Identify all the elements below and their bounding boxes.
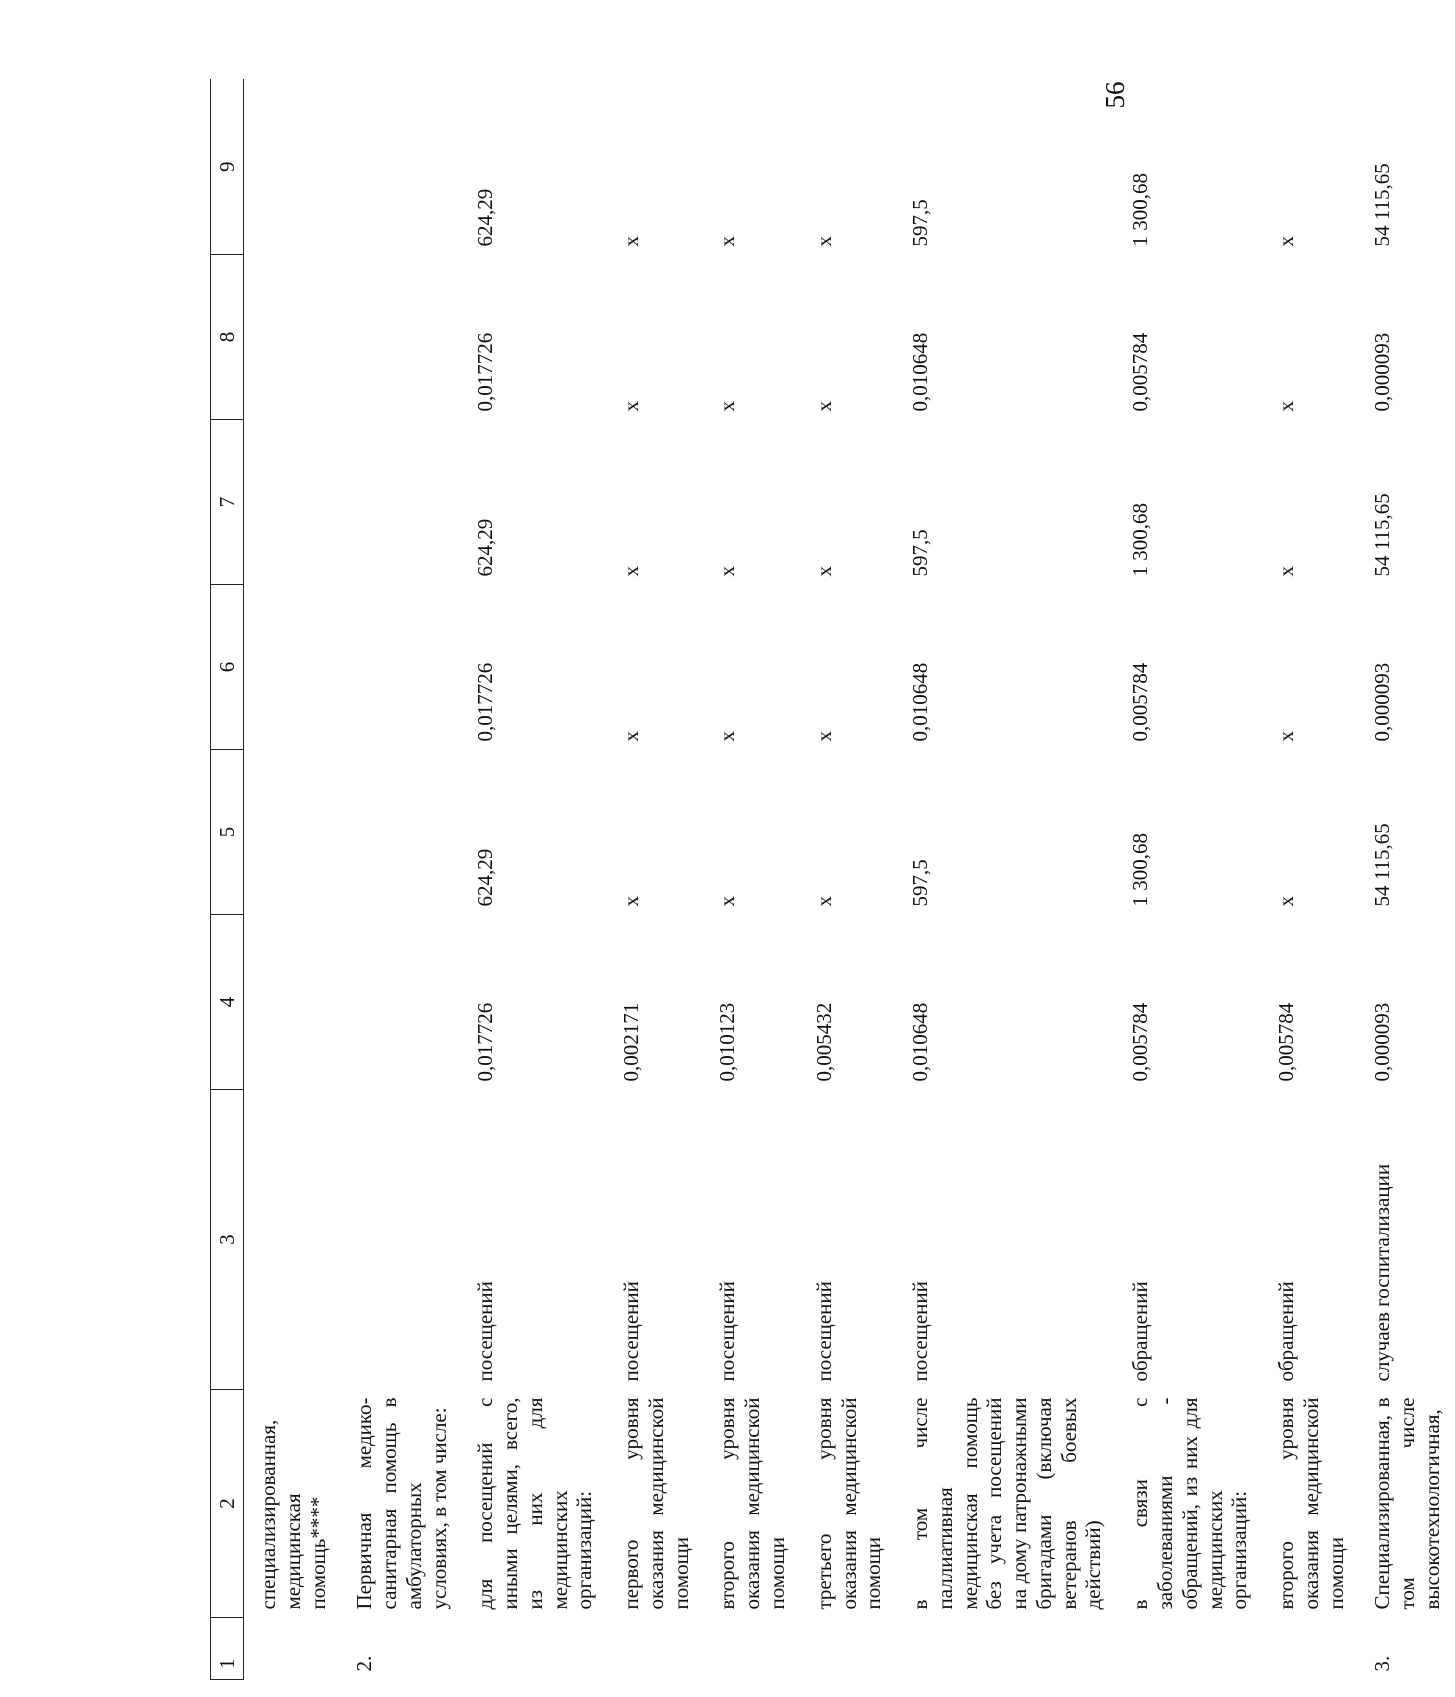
header-col-9: 9 (211, 80, 244, 255)
cell-col-7: х (619, 566, 644, 577)
cell-col-9: х (715, 236, 740, 247)
row-name: первого уровня оказания медицинской помощи (619, 1397, 693, 1610)
cell-col-4: 0,002171 (619, 1002, 644, 1082)
cell-col-5: 54 115,65 (1370, 823, 1395, 907)
row-name: в том числе паллиативная медицинская помощь без учета посещений на дому патронажными бригадами (включая ветеранов боевых действий) (908, 1397, 1106, 1610)
cell-col-9: 624,29 (473, 188, 498, 247)
table-row (1358, 80, 1454, 1680)
cell-col-7: 597,5 (908, 529, 933, 577)
table-row (1116, 80, 1262, 1680)
cell-col-5: х (715, 896, 740, 907)
row-number (1116, 1618, 1262, 1680)
cell-col-6 (244, 585, 341, 750)
cell-col-4: 0,010648 (908, 1002, 933, 1082)
cell-col-9 (244, 80, 341, 255)
cell-col-8: х (619, 401, 644, 412)
cell-col-7: 624,29 (473, 518, 498, 577)
row-name: второго уровня оказания медицинской помощи (1274, 1397, 1348, 1610)
cell-col-8 (340, 255, 461, 420)
cell-col-9: 54 115,65 (1370, 163, 1395, 247)
row-unit (340, 1090, 461, 1390)
row-name: второго уровня оказания медицинской помощи (715, 1397, 790, 1610)
row-number (1262, 1618, 1358, 1680)
cell-col-6: х (619, 731, 644, 742)
cell-col-4: 0,005432 (811, 1002, 836, 1082)
row-unit: обращений (1274, 1281, 1299, 1382)
cell-col-7: х (811, 566, 836, 577)
header-col-4: 4 (211, 915, 244, 1090)
cell-col-7: 54 115,65 (1370, 493, 1395, 577)
row-unit: посещений (619, 1281, 644, 1382)
cell-col-9: 1 300,68 (1128, 173, 1153, 247)
cell-col-7: 1 300,68 (1128, 503, 1153, 577)
row-name: Первичная медико-санитарная помощь в амбулаторных условиях, в том числе: (352, 1397, 451, 1610)
cell-col-4: 0,000093 (1370, 1002, 1395, 1082)
cell-col-5 (340, 750, 461, 915)
row-number: 2. (352, 1655, 377, 1672)
header-col-3: 3 (211, 1090, 244, 1390)
row-number (461, 1618, 607, 1680)
cell-col-5: х (811, 896, 836, 907)
header-col-1: 1 (211, 1618, 244, 1680)
header-col-5: 5 (211, 750, 244, 915)
table-row (244, 80, 341, 1680)
cell-col-8: х (1274, 401, 1299, 412)
cell-col-9: 597,5 (908, 199, 933, 247)
row-unit: посещений (473, 1281, 498, 1382)
cell-col-7 (244, 420, 341, 585)
cell-col-4: 0,010123 (715, 1002, 740, 1082)
row-unit: посещений (715, 1281, 740, 1382)
header-col-8: 8 (211, 255, 244, 420)
cell-col-9: х (619, 236, 644, 247)
cell-col-6: 0,005784 (1128, 662, 1153, 742)
cell-col-6 (340, 585, 461, 750)
header-col-6: 6 (211, 585, 244, 750)
table-row (340, 80, 461, 1680)
cell-col-5: х (1274, 896, 1299, 907)
cell-col-4 (340, 915, 461, 1090)
cell-col-8: 0,005784 (1128, 332, 1153, 412)
cell-col-8: 0,017726 (473, 332, 498, 412)
row-number (800, 1618, 896, 1680)
cell-col-6: х (715, 731, 740, 742)
table-row (800, 80, 896, 1680)
cell-col-7: х (1274, 566, 1299, 577)
cell-col-6: 0,000093 (1370, 662, 1395, 742)
cell-col-9: х (1274, 236, 1299, 247)
cell-col-5: 1 300,68 (1128, 833, 1153, 907)
cell-col-9: х (811, 236, 836, 247)
table-row (896, 80, 1116, 1680)
table-row (461, 80, 607, 1680)
row-number (244, 1618, 341, 1680)
cell-col-5: 597,5 (908, 859, 933, 907)
row-number (896, 1618, 1116, 1680)
table-row (1262, 80, 1358, 1680)
header-col-7: 7 (211, 420, 244, 585)
cell-col-8: х (715, 401, 740, 412)
financing-table (210, 80, 1455, 1681)
row-name: для посещений с иными целями, всего, из них для медицинских организаций: (473, 1397, 597, 1610)
cell-col-5 (244, 750, 341, 915)
cell-col-8: 0,000093 (1370, 332, 1395, 412)
row-name: Специализированная, в том числе высокотехнологичная, (1370, 1397, 1444, 1610)
page-number-text: 56 (1099, 81, 1130, 109)
cell-col-6: х (811, 731, 836, 742)
row-unit: случаев госпитализации (1370, 1163, 1395, 1382)
row-number (703, 1618, 799, 1680)
row-unit: обращений (1128, 1281, 1153, 1382)
row-number: 3. (1370, 1655, 1395, 1672)
cell-col-7: х (715, 566, 740, 577)
cell-col-8: х (811, 401, 836, 412)
row-name: третьего уровня оказания медицинской помощи (811, 1397, 886, 1610)
cell-col-4: 0,005784 (1274, 1002, 1299, 1082)
cell-col-5: х (619, 896, 644, 907)
rotated-table-container (210, 80, 1444, 1680)
cell-col-6: 0,017726 (473, 662, 498, 742)
row-name: в связи с заболеваниями - обращений, из них для медицинских организаций: (1128, 1397, 1252, 1610)
cell-col-7 (340, 420, 461, 585)
cell-col-4: 0,017726 (473, 1002, 498, 1082)
cell-col-4: 0,005784 (1128, 1002, 1153, 1082)
cell-col-6: 0,010648 (908, 662, 933, 742)
row-unit: посещений (811, 1281, 836, 1382)
cell-col-6: х (1274, 731, 1299, 742)
cell-col-5: 624,29 (473, 848, 498, 907)
row-unit: посещений (908, 1281, 933, 1382)
table-row (703, 80, 799, 1680)
cell-col-9 (340, 80, 461, 255)
row-number (607, 1618, 703, 1680)
cell-col-4 (244, 915, 341, 1090)
row-unit (244, 1090, 341, 1390)
row-name: специализированная, медицинская помощь**** (256, 1419, 330, 1610)
cell-col-8: 0,010648 (908, 332, 933, 412)
cell-col-8 (244, 255, 341, 420)
header-col-2: 2 (211, 1390, 244, 1618)
header-row (211, 80, 244, 1680)
table-row (607, 80, 703, 1680)
